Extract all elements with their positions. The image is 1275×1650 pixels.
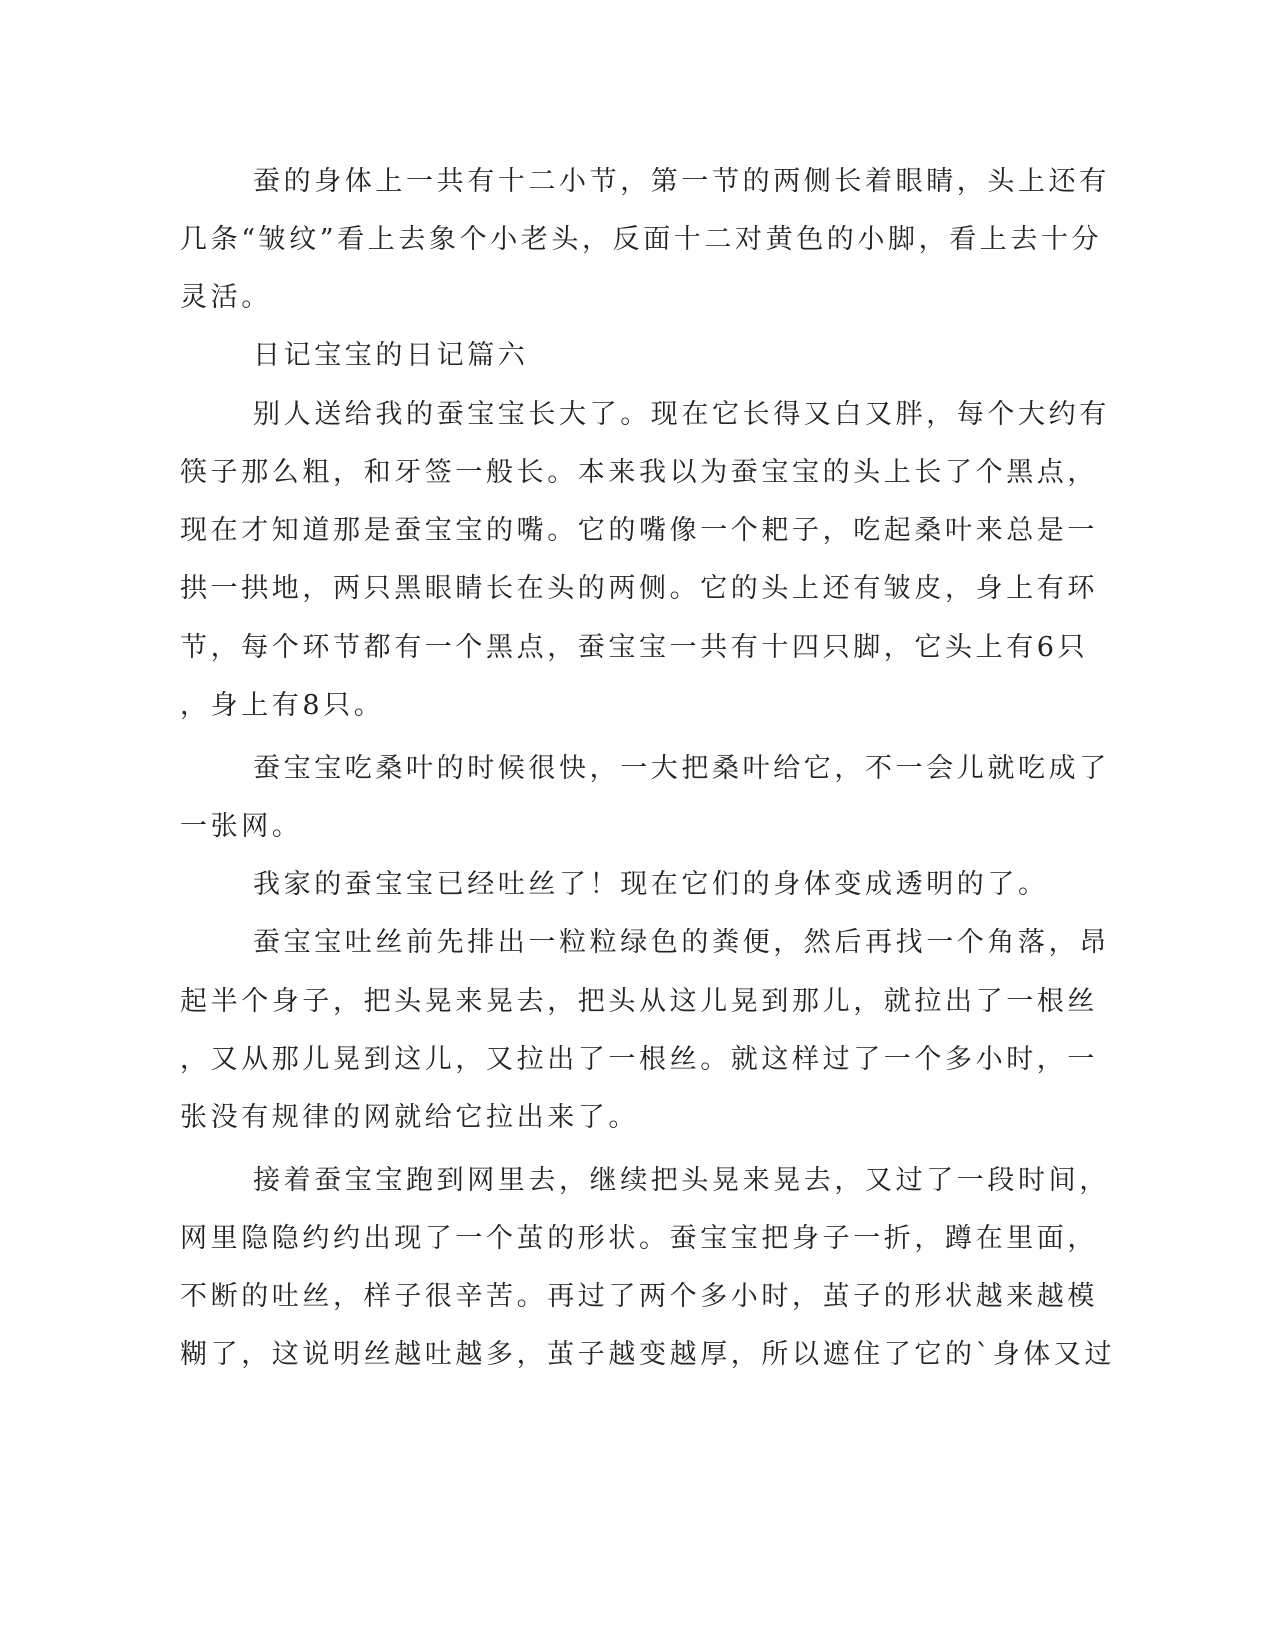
text-line: 接着蚕宝宝跑到网里去，继续把头晃来晃去，又过了一段时间， bbox=[253, 1165, 1110, 1196]
text-line: 现在才知道那是蚕宝宝的嘴。它的嘴像一个耙子，吃起桑叶来总是一 bbox=[180, 515, 1098, 546]
text-line: 蚕的身体上一共有十二小节，第一节的两侧长着眼睛，头上还有 bbox=[253, 166, 1110, 197]
text-line: 网里隐隐约约出现了一个茧的形状。蚕宝宝把身子一折，蹲在里面， bbox=[180, 1223, 1098, 1254]
text-line: ，又从那儿晃到这儿，又拉出了一根丝。就这样过了一个多小时，一 bbox=[180, 1044, 1098, 1075]
text-line: 我家的蚕宝宝已经吐丝了！现在它们的身体变成透明的了。 bbox=[253, 869, 1049, 900]
text-line: 糊了，这说明丝越吐越多，茧子越变越厚，所以遮住了它的`身体又过 bbox=[180, 1339, 1116, 1370]
text-line: 蚕宝宝吃桑叶的时候很快，一大把桑叶给它，不一会儿就吃成了 bbox=[253, 753, 1110, 784]
text-line: 起半个身子，把头晃来晃去，把头从这儿晃到那儿，就拉出了一根丝 bbox=[180, 986, 1098, 1017]
text-line: 几条“皱纹”看上去象个小老头，反面十二对黄色的小脚，看上去十分 bbox=[180, 224, 1103, 255]
text-line: 不断的吐丝，样子很辛苦。再过了两个多小时，茧子的形状越来越模 bbox=[180, 1281, 1098, 1312]
text-line: 节，每个环节都有一个黑点，蚕宝宝一共有十四只脚，它头上有6只 bbox=[180, 632, 1089, 663]
section-heading: 日记宝宝的日记篇六 bbox=[253, 340, 529, 371]
text-line: 蚕宝宝吐丝前先排出一粒粒绿色的粪便，然后再找一个角落，昂 bbox=[253, 927, 1110, 958]
text-line: 一张网。 bbox=[180, 811, 303, 842]
text-line: 筷子那么粗，和牙签一般长。本来我以为蚕宝宝的头上长了个黑点， bbox=[180, 457, 1098, 488]
text-line: 灵活。 bbox=[180, 282, 272, 313]
text-line: 别人送给我的蚕宝宝长大了。现在它长得又白又胖，每个大约有 bbox=[253, 399, 1110, 430]
text-line: 拱一拱地，两只黑眼睛长在头的两侧。它的头上还有皱皮，身上有环 bbox=[180, 573, 1098, 604]
text-line: ，身上有8只。 bbox=[180, 690, 385, 721]
text-line: 张没有规律的网就给它拉出来了。 bbox=[180, 1102, 639, 1133]
